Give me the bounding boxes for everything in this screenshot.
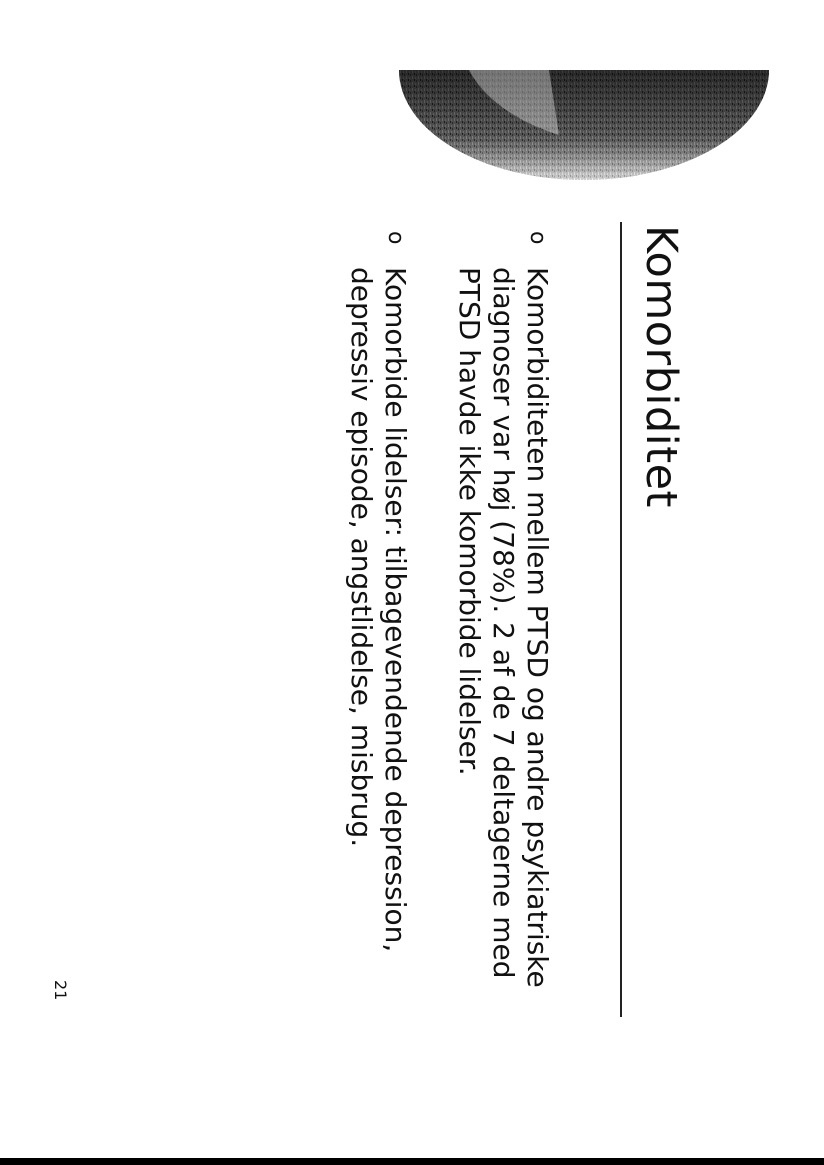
bullet-item (344, 231, 412, 953)
globe-icon (399, 55, 769, 185)
bullet-marker: o (383, 231, 408, 245)
page-number: 21 (51, 980, 70, 1001)
slide-title: Komorbiditet (636, 225, 686, 508)
bullet-marker: o (525, 231, 550, 245)
bullet-item (452, 231, 554, 988)
title-divider (620, 222, 622, 1017)
bullet-text: Komorbide lidelser: tilbagevendende depression, depressiv episode, angstlidelse, misbrug. (345, 267, 412, 953)
scan-edge-bar (0, 1158, 824, 1165)
bullet-text: Komorbiditeten mellem PTSD og andre psykiatriske diagnoser var høj (78%). 2 af de 7 deltagerne med PTSD havde ikke komorbide lidelser. (453, 267, 554, 988)
